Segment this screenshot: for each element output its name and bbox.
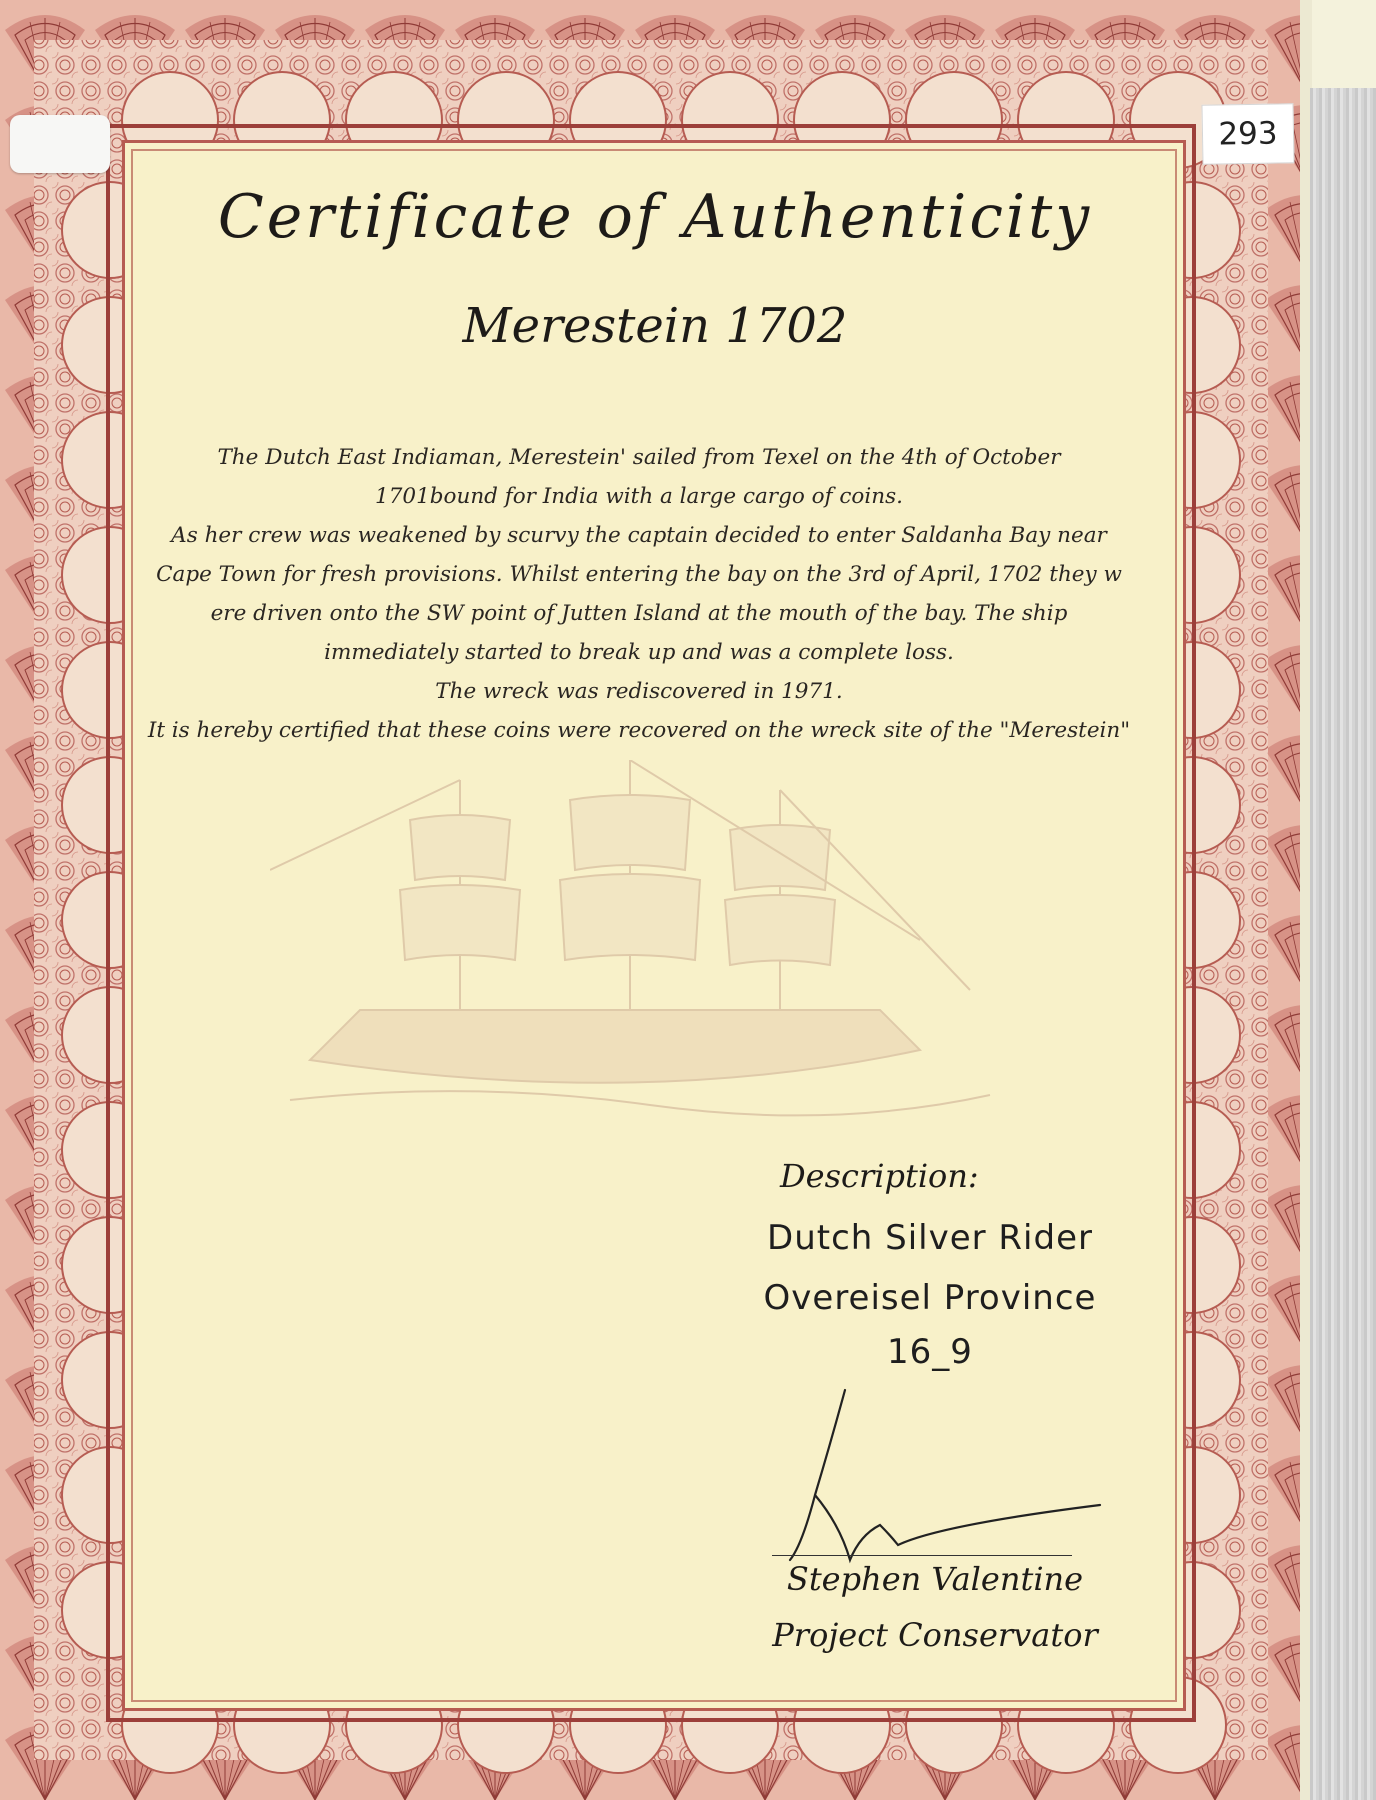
description-label: Description: (780, 1157, 979, 1195)
signature-line (772, 1555, 1072, 1556)
white-sticker (10, 115, 110, 173)
certificate-subtitle: Merestein 1702 (462, 298, 848, 354)
description-line-province: Overeisel Province (763, 1278, 1097, 1318)
history-line: It is hereby certified that these coins were recovered on the wreck site of the "Merestein" (147, 718, 1131, 743)
history-line: 1701bound for India with a large cargo of coins. (375, 484, 903, 509)
signer-name: Stephen Valentine (786, 1560, 1084, 1598)
description-line-coin: Dutch Silver Rider (767, 1218, 1093, 1258)
history-line: ere driven onto the SW point of Jutten Island at the mouth of the bay. The ship (210, 601, 1068, 626)
history-line: Cape Town for fresh provisions. Whilst entering the bay on the 3rd of April, 1702 they w (156, 562, 1122, 587)
ship-watermark-illustration (270, 760, 1010, 1140)
signer-title: Project Conservator (772, 1616, 1098, 1654)
handwritten-signature (770, 1385, 1110, 1565)
history-line: The wreck was rediscovered in 1971. (435, 679, 843, 704)
history-line: As her crew was weakened by scurvy the captain decided to enter Saldanha Bay near (171, 523, 1107, 548)
history-line: immediately started to break up and was a complete loss. (324, 640, 954, 665)
description-line-date: 16_9 (887, 1332, 973, 1372)
scanner-strip (1310, 88, 1376, 1800)
certificate-title: Certificate of Authenticity (217, 182, 1093, 252)
history-line: The Dutch East Indiaman, Merestein' sailed from Texel on the 4th of October (217, 445, 1061, 470)
history-text (128, 438, 1150, 750)
lot-number-label: 293 (1201, 103, 1294, 165)
